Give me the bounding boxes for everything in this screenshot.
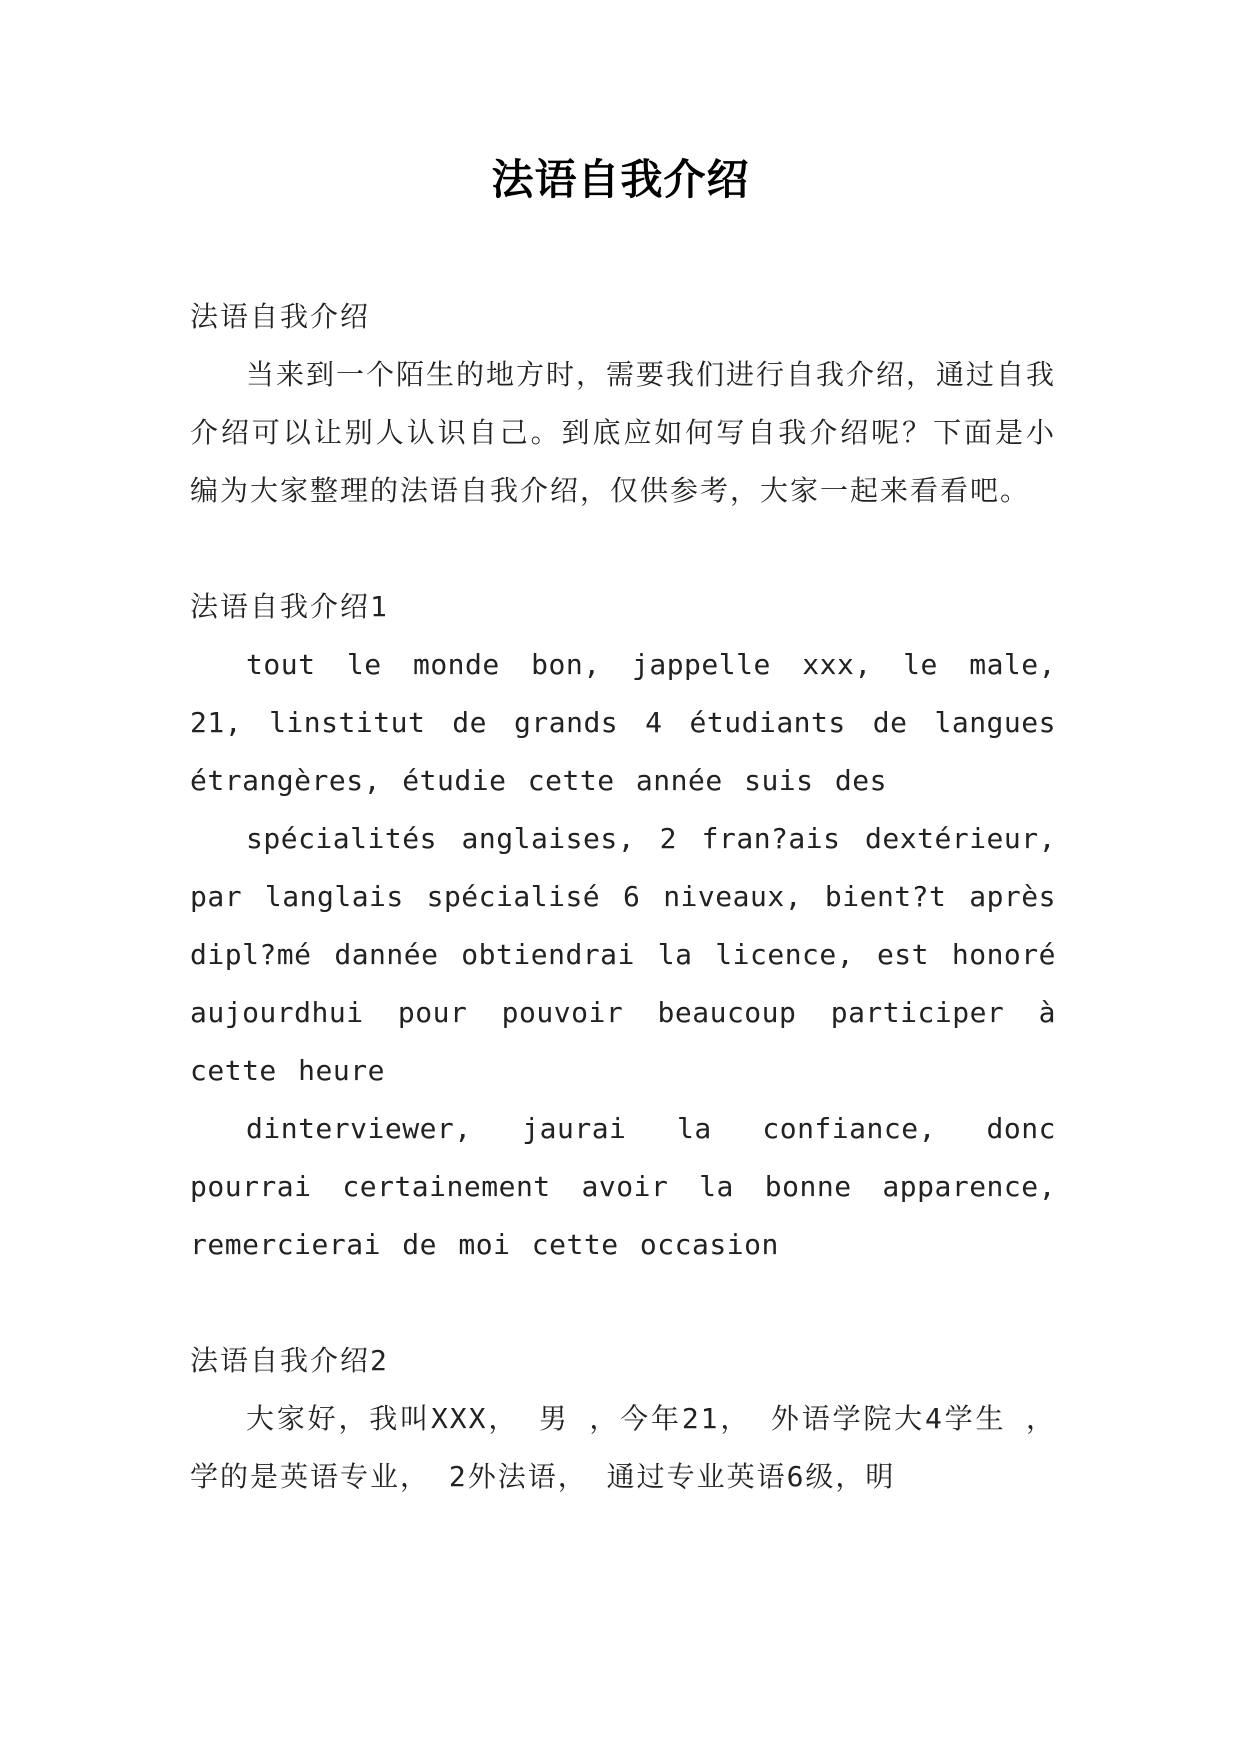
section-spacer: [190, 520, 1056, 578]
section2-heading: 法语自我介绍2: [190, 1344, 389, 1377]
section1-paragraph-1: tout le monde bon, jappelle xxx, le male, 21, linstitut de grands 4 étudiants de langues étrangères, étudie cette année suis des: [190, 648, 1056, 797]
section1-paragraph-3: dinterviewer, jaurai la confiance, donc pourrai certainement avoir la bonne apparence, remercierai de moi cette occasion: [190, 1112, 1056, 1261]
section-spacer: [190, 1274, 1056, 1332]
document-title: 法语自我介绍: [491, 155, 750, 204]
section2-paragraph: 大家好，我叫XXX， 男 ，今年21， 外语学院大4学生 ，学的是英语专业， 2外法语， 通过专业英语6级，明: [190, 1402, 1056, 1493]
section1-heading: 法语自我介绍1: [190, 590, 389, 623]
document-body: [190, 288, 1056, 1506]
section1-paragraph-2: spécialités anglaises, 2 fran?ais dextérieur, par langlais spécialisé 6 niveaux, bient?t après dipl?mé dannée obtiendrai la licence, est honoré aujourdhui pour pouvoir beaucoup participer à cette heure: [190, 822, 1056, 1087]
intro-paragraph: 当来到一个陌生的地方时，需要我们进行自我介绍，通过自我介绍可以让别人认识自己。到底应如何写自我介绍呢？下面是小编为大家整理的法语自我介绍，仅供参考，大家一起来看看吧。: [190, 358, 1057, 507]
intro-heading: 法语自我介绍: [190, 300, 371, 333]
